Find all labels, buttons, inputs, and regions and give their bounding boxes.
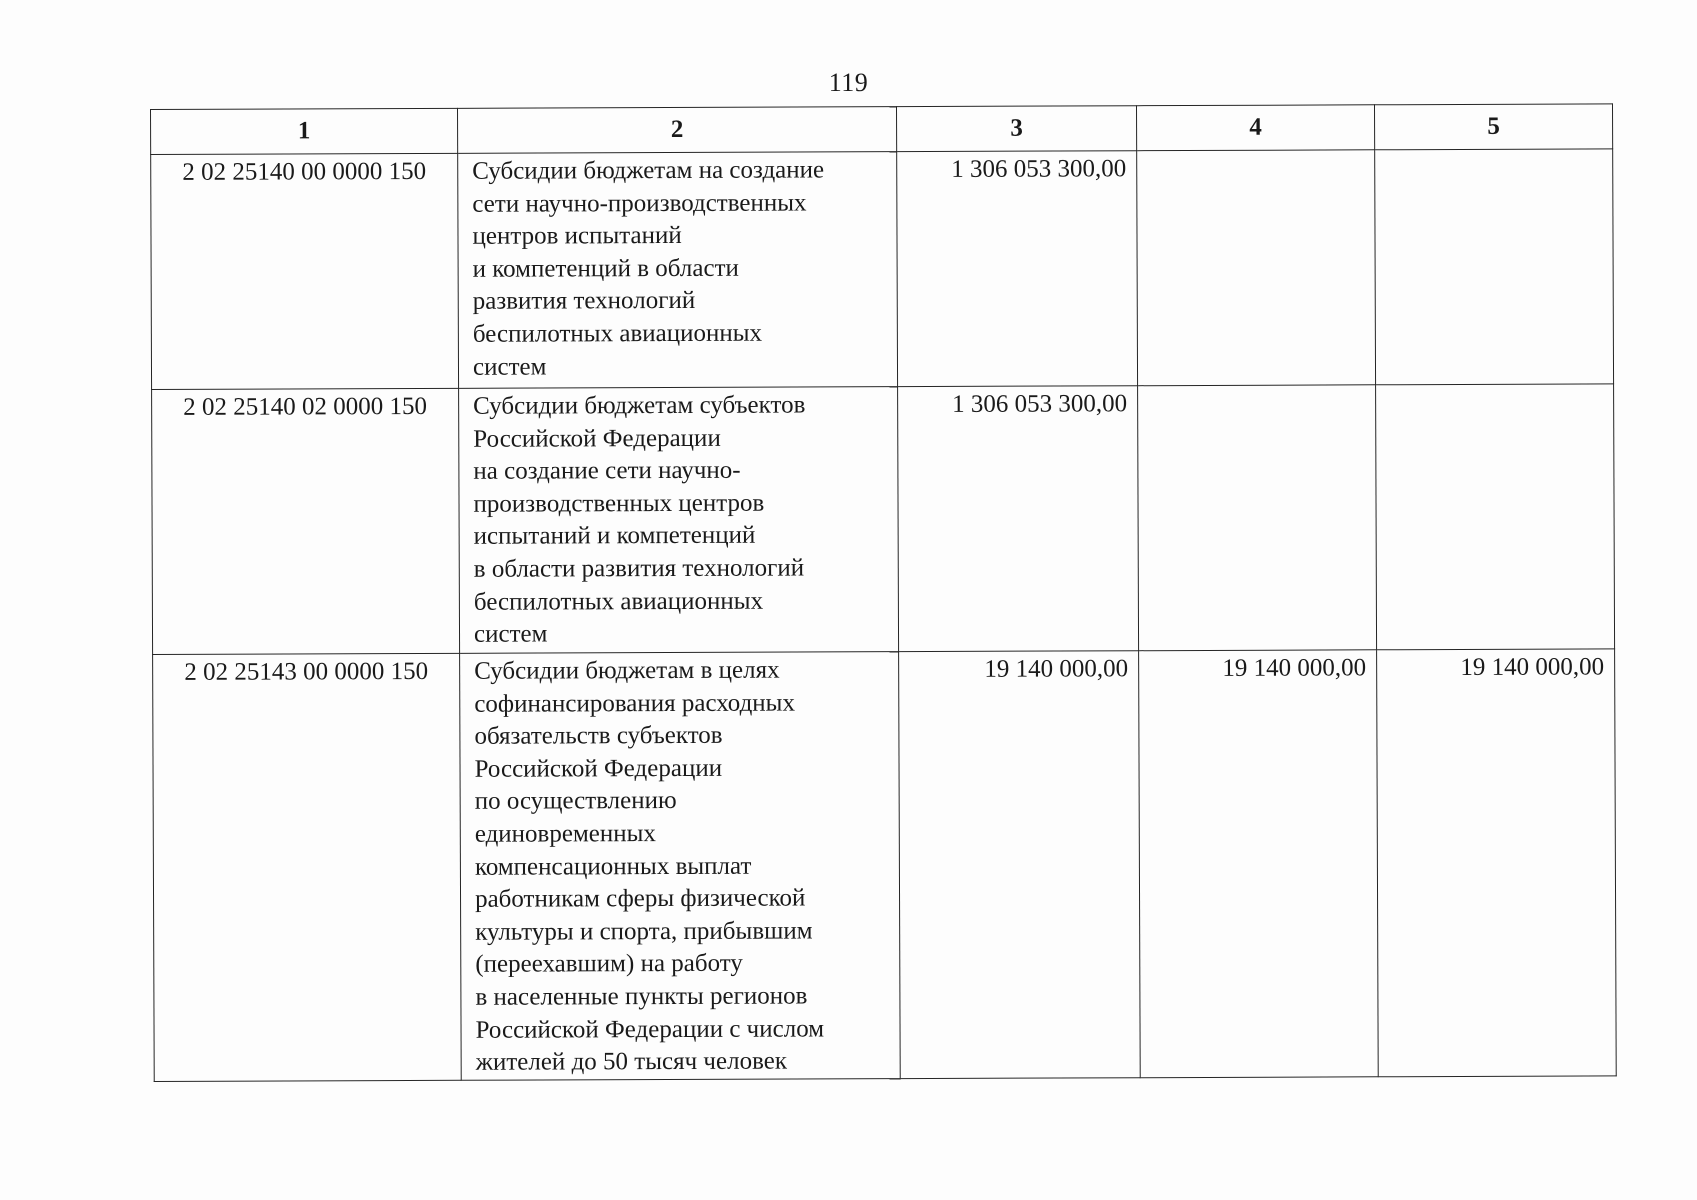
amount-col4-cell: 19 140 000,00: [1139, 650, 1379, 1078]
description-line: Субсидии бюджетам субъектов: [473, 391, 806, 420]
description-line: и компетенций в области: [472, 254, 739, 283]
description-line: Субсидии бюджетам в целях: [474, 656, 780, 685]
description-line: испытаний и компетенций: [473, 522, 756, 551]
column-header-1: 1: [151, 108, 458, 154]
amount-col4-cell: [1138, 385, 1377, 651]
description-line: в области развития технологий: [473, 554, 805, 583]
description-line: систем: [473, 620, 548, 648]
description-line: Российской Федерации: [474, 754, 723, 783]
description-cell: [458, 152, 898, 389]
description-line: жителей до 50 тысяч человек: [475, 1047, 787, 1076]
description-cell: [459, 387, 899, 654]
description-line: культуры и спорта, прибывшим: [475, 917, 813, 946]
amount-col3-cell: 1 306 053 300,00: [897, 151, 1138, 387]
description-line: Российской Федерации: [473, 424, 721, 453]
description-cell: [460, 652, 901, 1080]
description-line: единовременных: [474, 820, 656, 848]
amount-col5-cell: 19 140 000,00: [1377, 649, 1617, 1077]
amount-col4-cell: [1137, 150, 1376, 386]
description-line: обязательств субъектов: [474, 721, 723, 750]
description-line: сети научно-производственных: [472, 189, 807, 218]
column-header-5: 5: [1374, 104, 1612, 150]
description-line: беспилотных авиационных: [473, 587, 764, 616]
column-header-3: 3: [896, 106, 1136, 152]
description-line: компенсационных выплат: [474, 852, 752, 881]
table-row: [152, 384, 1615, 655]
description-line: в населенные пункты регионов: [475, 982, 808, 1011]
description-line: софинансирования расходных: [474, 689, 796, 718]
budget-code-cell: 2 02 25140 02 0000 150: [152, 388, 460, 654]
description-line: Российской Федерации с числом: [475, 1014, 825, 1044]
page-number: 119: [828, 68, 869, 97]
table-row: [151, 149, 1614, 390]
amount-col5-cell: [1375, 149, 1614, 385]
description-line: систем: [472, 353, 547, 381]
table-header-row: [151, 104, 1613, 155]
budget-code-cell: 2 02 25140 00 0000 150: [151, 153, 459, 389]
description-line: по осуществлению: [474, 787, 677, 816]
description-line: производственных центров: [473, 489, 765, 518]
description-line: Субсидии бюджетам на создание: [472, 156, 825, 185]
column-header-2: 2: [457, 107, 896, 154]
description-line: беспилотных авиационных: [472, 319, 763, 348]
budget-code-cell: 2 02 25143 00 0000 150: [153, 653, 462, 1081]
description-line: развития технологий: [472, 287, 696, 316]
amount-col3-cell: 1 306 053 300,00: [898, 386, 1139, 652]
amount-col5-cell: [1376, 384, 1615, 650]
description-line: (переехавшим) на работу: [475, 950, 743, 979]
budget-table: [150, 103, 1617, 1081]
column-header-4: 4: [1136, 105, 1374, 151]
description-line: центров испытаний: [472, 222, 682, 250]
description-line: на создание сети научно-: [473, 456, 741, 485]
amount-col3-cell: 19 140 000,00: [899, 651, 1141, 1079]
table-row: [153, 649, 1617, 1081]
description-line: работникам сферы физической: [474, 884, 806, 913]
